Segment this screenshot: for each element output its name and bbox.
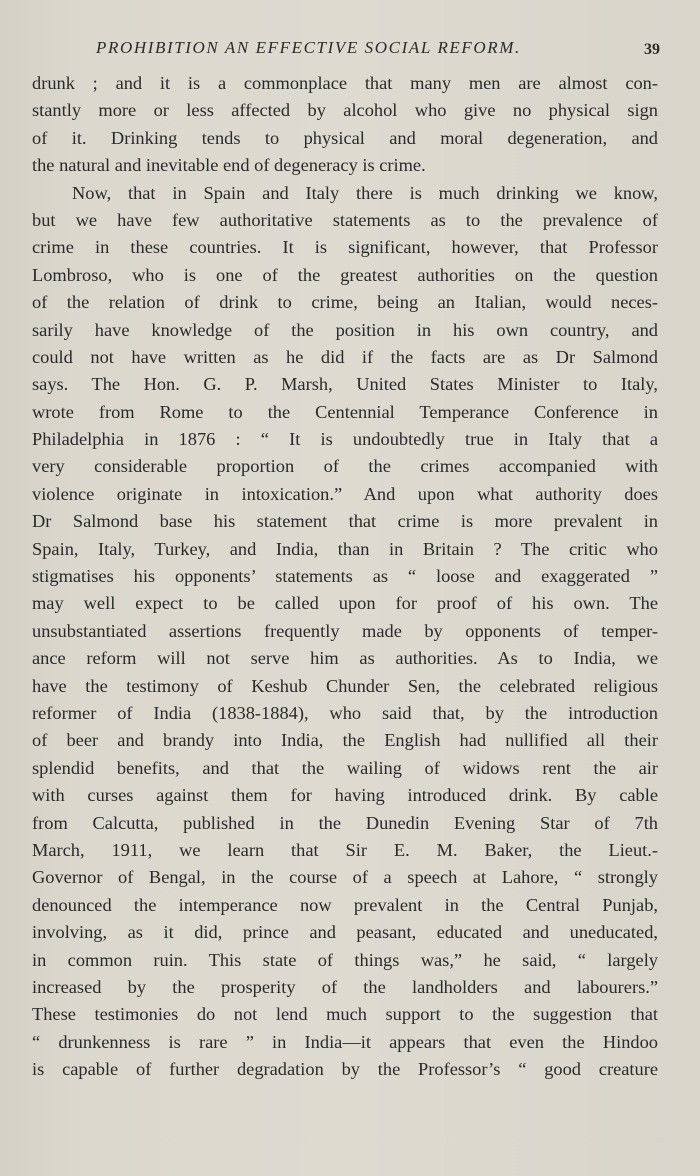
text-line: but we have few authoritative statements as to the prevalence of [32,209,658,230]
text-line: Now, that in Spain and Italy there is much drinking we know, [72,182,658,203]
text-line: violence originate in intoxication.” And upon what authority does [32,483,658,504]
text-line: have the testimony of Keshub Chunder Sen, the celebrated religious [32,675,658,696]
text-line: very considerable proportion of the crimes accompanied with [32,456,658,477]
running-head-title: PROHIBITION AN EFFECTIVE SOCIAL REFORM. [96,38,521,57]
text-line: March, 1911, we learn that Sir E. M. Baker, the Lieut.- [32,839,658,860]
text-line: of beer and brandy into India, the English had nullified all their [32,730,658,751]
page-number: 39 [644,41,660,58]
text-line: denounced the intemperance now prevalent in the Central Punjab, [32,894,658,915]
text-line: could not have written as he did if the facts are as Dr Salmond [32,346,658,367]
text-line: increased by the prosperity of the landholders and labourers.” [32,976,658,997]
text-line: reformer of India (1838-1884), who said that, by the introduction [32,702,658,723]
text-line: of it. Drinking tends to physical and moral degeneration, and [32,127,658,148]
text-line: the natural and inevitable end of degeneracy is crime. [32,155,426,176]
text-line: may well expect to be called upon for proof of his own. The [32,593,658,614]
text-line: Governor of Bengal, in the course of a speech at Lahore, “ strongly [32,867,658,888]
text-line: “ drunkenness is rare ” in India—it appears that even the Hindoo [32,1031,658,1052]
text-line: Dr Salmond base his statement that crime is more prevalent in [32,511,658,532]
text-line: of the relation of drink to crime, being an Italian, would neces- [32,292,658,313]
text-line: crime in these countries. It is significant, however, that Professor [32,237,658,258]
text-line: from Calcutta, published in the Dunedin Evening Star of 7th [32,812,658,833]
body-text [32,70,658,1083]
text-line: sarily have knowledge of the position in his own country, and [32,319,658,340]
text-line: ance reform will not serve him as authorities. As to India, we [32,648,658,669]
running-head [96,38,660,68]
text-line: Philadelphia in 1876 : “ It is undoubtedly true in Italy that a [32,429,658,450]
text-line: Lombroso, who is one of the greatest authorities on the question [32,264,658,285]
text-line: unsubstantiated assertions frequently made by opponents of temper- [32,620,658,641]
text-line: splendid benefits, and that the wailing of widows rent the air [32,757,658,778]
text-line: These testimonies do not lend much support to the suggestion that [32,1004,658,1025]
text-line: with curses against them for having introduced drink. By cable [32,785,658,806]
text-line: stantly more or less affected by alcohol who give no physical sign [32,100,658,121]
text-line: Spain, Italy, Turkey, and India, than in Britain ? The critic who [32,538,658,559]
text-line: drunk ; and it is a commonplace that many men are almost con- [32,73,658,93]
text-line: wrote from Rome to the Centennial Temperance Conference in [32,401,658,422]
text-line: is capable of further degradation by the Professor’s “ good creature [32,1059,658,1080]
text-line: stigmatises his opponents’ statements as “ loose and exaggerated ” [32,566,658,587]
text-line: says. The Hon. G. P. Marsh, United States Minister to Italy, [32,374,658,395]
text-line: in common ruin. This state of things was,” he said, “ largely [32,949,658,970]
text-line: involving, as it did, prince and peasant, educated and uneducated, [32,922,658,943]
